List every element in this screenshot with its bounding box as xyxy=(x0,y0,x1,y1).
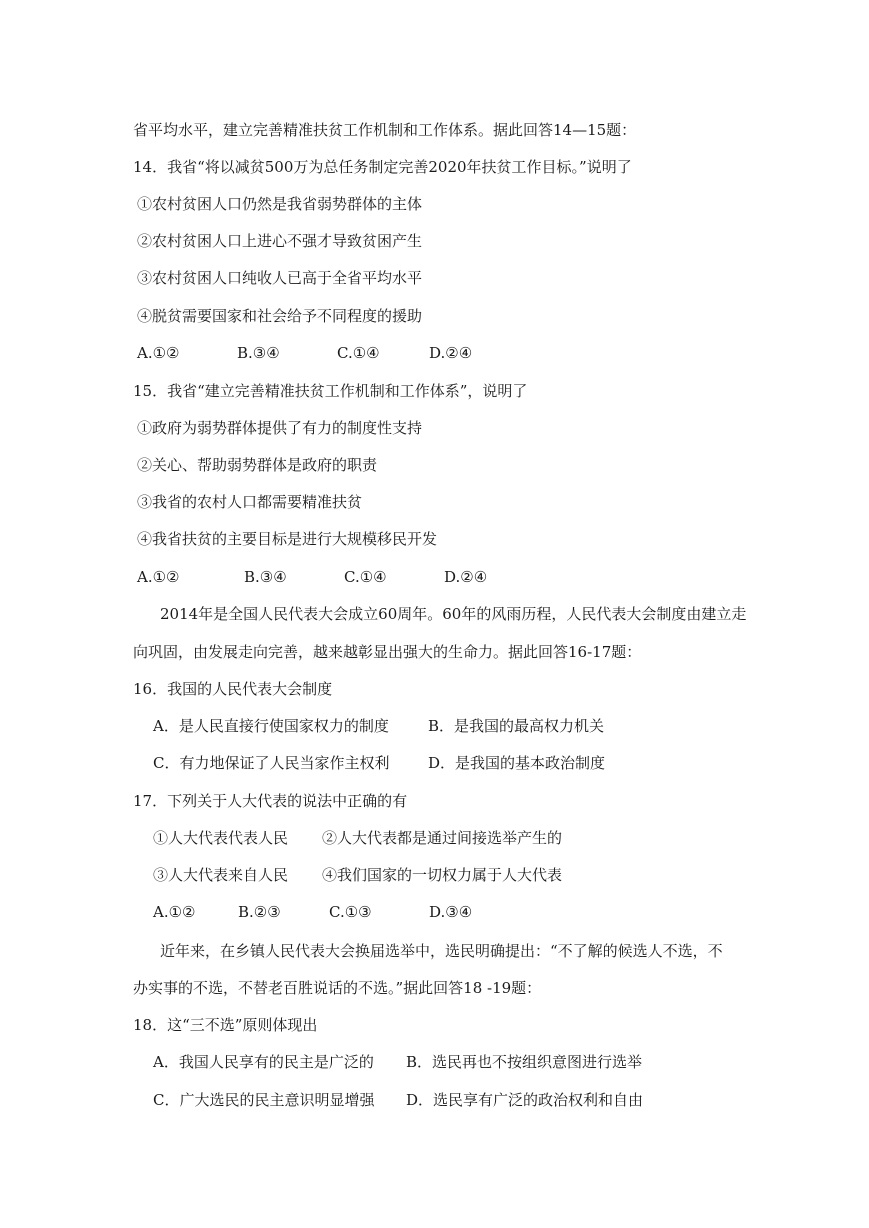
question-14-stem: 14．我省“将以减贫500万为总任务制定完善2020年扶贫工作目标。”说明了 xyxy=(133,158,632,176)
question-18-stem: 18．这“三不选”原则体现出 xyxy=(133,1016,318,1034)
q18-choice-d: D．选民享有广泛的政治权利和自由 xyxy=(406,1091,644,1109)
q15-item-3: ③我省的农村人口都需要精准扶贫 xyxy=(137,493,363,511)
q15-choice-b: B.③④ xyxy=(244,568,287,586)
q14-choice-a: A.①② xyxy=(137,344,180,362)
question-16-stem: 16．我国的人民代表大会制度 xyxy=(133,680,333,698)
q14-item-4: ④脱贫需要国家和社会给予不同程度的援助 xyxy=(137,307,423,325)
q16-choice-c: C．有力地保证了人民当家作主权利 xyxy=(153,754,390,772)
q17-choice-b: B.②③ xyxy=(238,903,281,921)
question-17-stem: 17．下列关于人大代表的说法中正确的有 xyxy=(133,792,408,810)
q14-item-3: ③农村贫困人口纯收人已高于全省平均水平 xyxy=(137,269,423,287)
q15-choice-a: A.①② xyxy=(137,568,180,586)
q17-choice-a: A.①② xyxy=(153,903,196,921)
q18-choice-c: C．广大选民的民主意识明显增强 xyxy=(153,1091,375,1109)
q16-choice-a: A．是人民直接行使国家权力的制度 xyxy=(153,717,389,735)
q17-item-1: ①人大代表代表人民 xyxy=(153,829,289,847)
q16-choice-b: B．是我国的最高权力机关 xyxy=(428,717,605,735)
q18-choice-a: A．我国人民享有的民主是广泛的 xyxy=(153,1053,374,1071)
q17-item-4: ④我们国家的一切权力属于人大代表 xyxy=(322,866,563,884)
q14-choice-d: D.②④ xyxy=(429,344,473,362)
q16-choice-d: D．是我国的基本政治制度 xyxy=(428,754,606,772)
question-15-stem: 15．我省“建立完善精准扶贫工作机制和工作体系”，说明了 xyxy=(133,382,528,400)
q14-item-1: ①农村贫困人口仍然是我省弱势群体的主体 xyxy=(137,195,423,213)
passage-3-line-1: 近年来，在乡镇人民代表大会换届选举中，选民明确提出：“不了解的候选人不选，不 xyxy=(160,942,723,960)
q15-item-2: ②关心、帮助弱势群体是政府的职责 xyxy=(137,456,378,474)
passage-2-line-1: 2014年是全国人民代表大会成立60周年。60年的风雨历程，人民代表大会制度由建立走 xyxy=(160,605,747,623)
intro-tail: 省平均水平，建立完善精准扶贫工作机制和工作体系。据此回答14—15题： xyxy=(133,121,637,139)
q15-choice-d: D.②④ xyxy=(444,568,488,586)
q14-item-2: ②农村贫困人口上进心不强才导致贫困产生 xyxy=(137,232,423,250)
q15-item-4: ④我省扶贫的主要目标是进行大规模移民开发 xyxy=(137,530,438,548)
passage-3-line-2: 办实事的不选，不替老百胜说话的不选。”据此回答18 -19题： xyxy=(133,979,542,997)
q14-choice-b: B.③④ xyxy=(237,344,280,362)
passage-2-line-2: 向巩固，由发展走向完善，越来越彰显出强大的生命力。据此回答16-17题： xyxy=(133,643,642,661)
q15-item-1: ①政府为弱势群体提供了有力的制度性支持 xyxy=(137,419,423,437)
q17-item-3: ③人大代表来自人民 xyxy=(153,866,289,884)
q18-choice-b: B．选民再也不按组织意图进行选举 xyxy=(406,1053,643,1071)
q17-choice-d: D.③④ xyxy=(429,903,473,921)
q17-choice-c: C.①③ xyxy=(329,903,372,921)
q17-item-2: ②人大代表都是通过间接选举产生的 xyxy=(322,829,563,847)
q15-choice-c: C.①④ xyxy=(344,568,387,586)
q14-choice-c: C.①④ xyxy=(337,344,380,362)
